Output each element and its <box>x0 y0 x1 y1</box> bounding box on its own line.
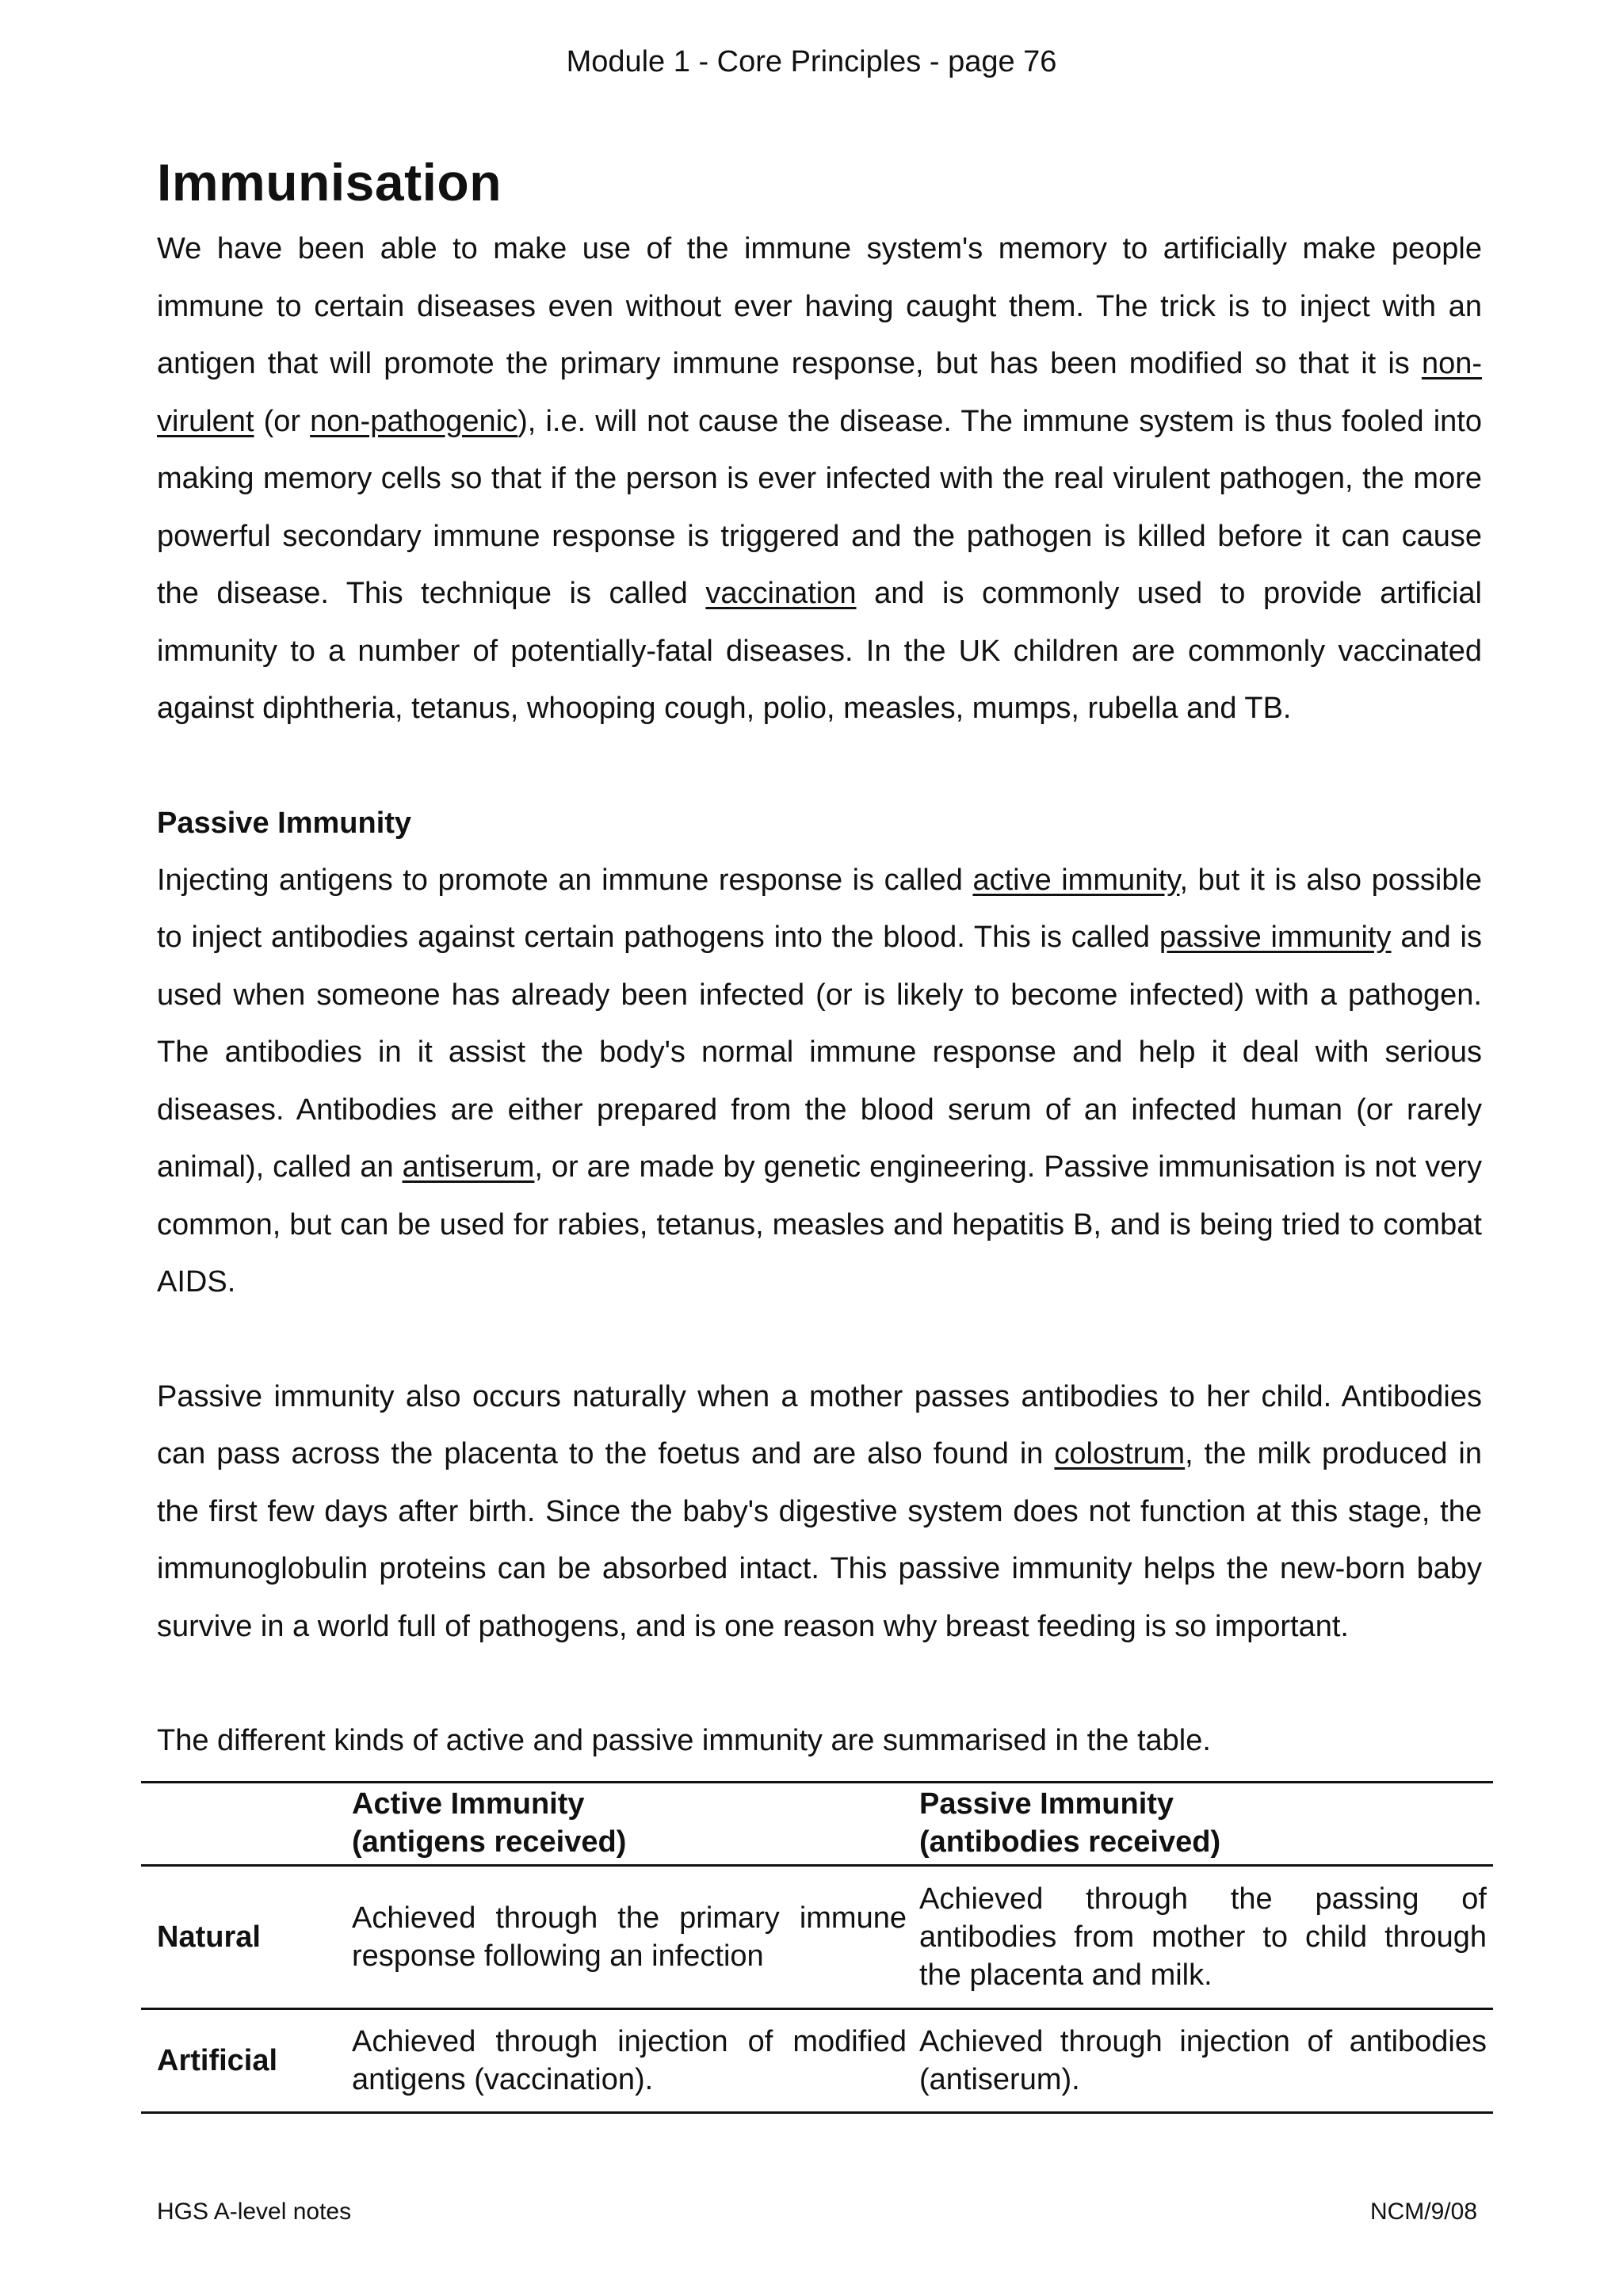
footer-right: NCM/9/08 <box>1369 2199 1477 2225</box>
section-heading-passive-immunity: Passive Immunity <box>157 806 412 840</box>
term-antiserum: antiserum <box>402 1150 535 1184</box>
row-label-artificial: Artificial <box>157 2044 278 2077</box>
cell-natural-passive: Achieved through the passing of antibodies from mother to child through the placenta and milk. <box>919 1882 1487 1992</box>
passive-paragraph-1 <box>157 852 1482 1311</box>
intro-text-2: (or <box>254 404 311 438</box>
passive-p2-text-1: Passive immunity also occurs naturally when a mother passes antibodies to her child. Antibodies can pass across the placenta to the foetus and are also found in <box>157 1379 1482 1470</box>
term-vaccination: vaccination <box>705 577 857 610</box>
passive-p1-text-1: Injecting antigens to promote an immune response is called <box>157 863 973 897</box>
header-active-title: Active Immunity <box>352 1787 585 1821</box>
intro-text-3: ), i.e. will not cause the disease. The immune system is thus fooled into making memory cells so that if the person is ever infected with the real virulent pathogen, the more powerful secondary immune response is triggered and the pathogen is killed before it can cause the disease. This technique is called <box>157 404 1482 610</box>
header-passive-immunity <box>913 1783 1493 1866</box>
term-active-immunity: active immunity <box>972 863 1180 897</box>
footer-left: HGS A-level notes <box>157 2199 352 2225</box>
header-passive-title: Passive Immunity <box>919 1787 1174 1821</box>
passive-p1-text-3: and is used when someone has already been infected (or is likely to become infected) with a pathogen. The antibodies in it assist the body's normal immune response and help it deal with serious diseases. Antibodies are either prepared from the blood serum of an infected human (or rarely animal), called an <box>157 921 1482 1184</box>
page-header: Module 1 - Core Principles - page 76 <box>566 45 1057 78</box>
passive-p1-text-4: , or are made by genetic engineering. Passive immunisation is not very common, but can be used for rabies, tetanus, measles and hepatitis B, and is being tried to combat AIDS. <box>157 1150 1482 1299</box>
term-non-pathogenic: non-pathogenic <box>310 404 518 438</box>
term-non-virulent: non-virulent <box>157 347 1482 438</box>
cell-natural-active: Achieved through the primary immune response following an infection <box>352 1901 907 1973</box>
cell-artificial-active: Achieved through injection of modified antigens (vaccination). <box>352 2025 907 2096</box>
intro-text-4: and is commonly used to provide artificial immunity to a number of potentially-fatal diseases. In the UK children are commonly vaccinated against diphtheria, tetanus, whooping cough, polio, measles, mumps, rubella and TB. <box>157 577 1482 725</box>
immunity-summary-table <box>141 1781 1493 2114</box>
header-active-subtitle: (antigens received) <box>352 1825 627 1859</box>
table-row-artificial <box>141 2009 1493 2113</box>
page-title: Immunisation <box>157 153 502 212</box>
table-intro-paragraph: The different kinds of active and passive immunity are summarised in the table. <box>157 1724 1211 1757</box>
table-row-natural <box>141 1866 1493 2009</box>
term-passive-immunity: passive immunity <box>1159 921 1392 954</box>
table-header-row <box>141 1783 1493 1866</box>
passive-p2-text-2: , the milk produced in the first few days after birth. Since the baby's digestive system does not function at this stage, the immunoglobulin proteins can be absorbed intact. This passive immunity helps the new-born baby survive in a world full of pathogens, and is one reason why breast feeding is so important. <box>157 1437 1483 1643</box>
term-colostrum: colostrum <box>1054 1437 1186 1470</box>
passive-p1-text-2: , but it is also possible to inject antibodies against certain pathogens into the blood. This is called <box>157 863 1483 954</box>
intro-paragraph <box>157 220 1482 738</box>
page-content <box>157 144 1482 1770</box>
intro-text-1: We have been able to make use of the immune system's memory to artificially make people immune to certain diseases even without ever having caught them. The trick is to inject with an antigen that will promote the primary immune response, but has been modified so that it is <box>157 232 1482 380</box>
cell-artificial-passive: Achieved through injection of antibodies (antiserum). <box>919 2025 1487 2096</box>
table-corner-cell <box>141 1783 346 1866</box>
header-passive-subtitle: (antibodies received) <box>919 1825 1221 1859</box>
header-active-immunity <box>346 1783 913 1866</box>
row-label-natural: Natural <box>157 1920 261 1954</box>
passive-paragraph-2 <box>157 1368 1482 1656</box>
